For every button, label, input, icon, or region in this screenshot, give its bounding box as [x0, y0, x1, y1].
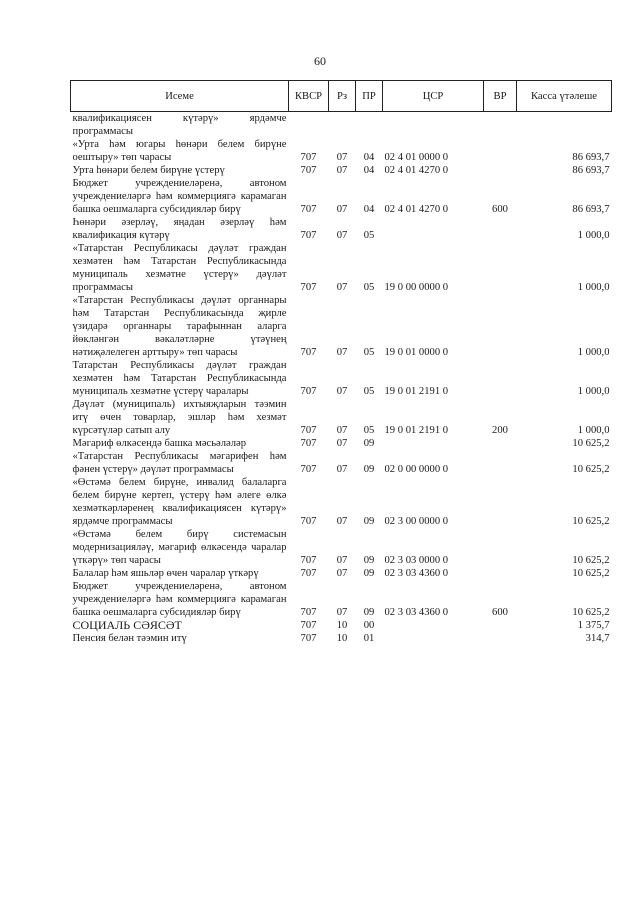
table-row — [71, 164, 612, 177]
header-pr: ПР — [356, 81, 383, 112]
row-pr: 09 — [363, 516, 375, 527]
row-kvsr — [289, 112, 329, 139]
table-row — [71, 437, 612, 450]
table-row — [71, 632, 612, 645]
table-row — [71, 580, 612, 619]
row-name: «Урта һәм югары һөнәри белем бирүне оештыру» төп чарасы — [72, 139, 287, 163]
row-name: Бюджет учреждениеләренә, автоном учреждениеләргә һәм коммерциягә карамаган башка оешмаларга субсидияләр бирү — [72, 581, 287, 618]
row-rz: 07 — [336, 165, 348, 176]
row-pr: 04 — [363, 165, 375, 176]
row-name: «Татарстан Республикасы дәүләт граждан хезмәтен һәм Татарстан Республикасында муниципаль хезмәтне үстерү» дәүләт программасы — [72, 243, 287, 293]
row-pr: 04 — [363, 204, 375, 215]
row-vr — [484, 528, 517, 567]
row-amount: 10 625,2 — [572, 607, 610, 618]
row-amount: 86 693,7 — [572, 204, 610, 215]
row-amount: 1 375,7 — [577, 620, 610, 631]
row-kvsr: 707 — [300, 464, 317, 475]
table-row — [71, 242, 612, 294]
row-amount: 1 000,0 — [577, 425, 610, 436]
row-csr — [383, 632, 484, 645]
row-name: Дәүләт (муниципаль) ихтыяҗларын тәэмин итү өчен товарлар, эшләр һәм хезмәт күрсәтүләр сатып алу — [72, 399, 287, 436]
header-vr: ВР — [484, 81, 517, 112]
row-name: «Татарстан Республикасы дәүләт органнары һәм Татарстан Республикасында җирле үзидарә органнары тарафыннан аларга йөкләнгән вәкаләтләрне үтәүнең нәтиҗәлелеген арттыру» төп чарасы — [72, 295, 287, 358]
row-pr: 09 — [363, 568, 375, 579]
table-row — [71, 567, 612, 580]
row-amount: 10 625,2 — [572, 516, 610, 527]
row-kvsr: 707 — [300, 555, 317, 566]
row-rz: 07 — [336, 425, 348, 436]
row-kvsr: 707 — [300, 152, 317, 163]
row-csr: 02 3 03 0000 0 — [384, 555, 449, 566]
row-amount: 1 000,0 — [577, 230, 610, 241]
table-row — [71, 398, 612, 437]
header-name: Исеме — [71, 81, 289, 112]
row-vr — [484, 450, 517, 476]
row-amount — [517, 112, 612, 139]
row-csr: 02 3 00 0000 0 — [384, 516, 449, 527]
row-amount: 1 000,0 — [577, 282, 610, 293]
row-kvsr: 707 — [300, 282, 317, 293]
row-rz: 07 — [336, 438, 348, 449]
row-vr — [484, 138, 517, 164]
row-csr: 02 4 01 4270 0 — [384, 165, 449, 176]
row-amount: 10 625,2 — [572, 438, 610, 449]
header-rz: Рз — [329, 81, 356, 112]
row-pr: 04 — [363, 152, 375, 163]
header-cash-execution: Касса үтәлеше — [517, 81, 612, 112]
row-csr: 02 3 03 4360 0 — [384, 607, 449, 618]
row-amount: 10 625,2 — [572, 555, 610, 566]
table-row — [71, 359, 612, 398]
row-amount: 314,7 — [585, 633, 610, 644]
row-kvsr: 707 — [300, 165, 317, 176]
row-pr: 09 — [363, 607, 375, 618]
row-vr: 600 — [492, 204, 508, 215]
row-kvsr: 707 — [300, 633, 317, 644]
row-rz: 10 — [336, 633, 348, 644]
row-vr — [484, 567, 517, 580]
table-row — [71, 528, 612, 567]
table-row — [71, 619, 612, 632]
row-vr — [484, 112, 517, 139]
row-csr: 02 4 01 4270 0 — [384, 204, 449, 215]
row-name: Балалар һәм яшьләр өчен чаралар үткәрү — [72, 568, 259, 579]
row-vr — [484, 437, 517, 450]
row-rz: 07 — [336, 516, 348, 527]
row-name: «Өстәмә белем бирүне, инвалид балаларга белем бирүне кертеп, үстерү һәм әлеге өлкә хезмәткәрләренең квалификациясен күтәрү» ярдәмче программасы — [72, 477, 287, 527]
row-pr: 05 — [363, 425, 375, 436]
row-pr: 09 — [363, 464, 375, 475]
row-name: Пенсия белән тәэмин итү — [72, 633, 187, 644]
row-csr — [383, 112, 484, 139]
row-pr: 05 — [363, 230, 375, 241]
row-pr: 09 — [363, 555, 375, 566]
row-kvsr: 707 — [300, 620, 317, 631]
header-kvsr: КВСР — [289, 81, 329, 112]
row-name: Урта һөнәри белем бирүне үстерү — [72, 165, 225, 176]
table-row — [71, 177, 612, 216]
row-csr — [383, 437, 484, 450]
row-name: Мәгариф өлкәсендә башка мәсьәләләр — [72, 438, 247, 449]
row-pr: 05 — [363, 347, 375, 358]
row-rz: 07 — [336, 347, 348, 358]
row-kvsr: 707 — [300, 386, 317, 397]
row-kvsr: 707 — [300, 347, 317, 358]
row-pr: 05 — [363, 282, 375, 293]
budget-table — [70, 80, 612, 645]
row-rz: 07 — [336, 568, 348, 579]
row-pr — [356, 112, 383, 139]
row-pr: 09 — [363, 438, 375, 449]
row-kvsr: 707 — [300, 607, 317, 618]
table-row — [71, 294, 612, 359]
row-rz: 07 — [336, 607, 348, 618]
table-row — [71, 216, 612, 242]
row-vr — [484, 359, 517, 398]
row-rz — [329, 112, 356, 139]
row-vr — [484, 476, 517, 528]
row-rz: 07 — [336, 230, 348, 241]
row-amount: 1 000,0 — [577, 386, 610, 397]
table-row — [71, 138, 612, 164]
row-amount: 10 625,2 — [572, 464, 610, 475]
row-name: квалификациясен күтәрү» ярдәмче программасы — [72, 113, 287, 137]
row-pr: 01 — [363, 633, 375, 644]
row-csr: 19 0 01 2191 0 — [384, 386, 449, 397]
row-name: Һөнәри әзерләү, яңадан әзерләү һәм квалификация күтәрү — [72, 217, 287, 241]
row-vr — [484, 294, 517, 359]
row-rz: 07 — [336, 204, 348, 215]
row-kvsr: 707 — [300, 568, 317, 579]
row-csr: 02 4 01 0000 0 — [384, 152, 449, 163]
row-csr — [383, 619, 484, 632]
row-rz: 07 — [336, 386, 348, 397]
page-number: 60 — [314, 54, 326, 68]
row-pr: 05 — [363, 386, 375, 397]
row-name: «Татарстан Республикасы мәгарифен һәм фәнен үстерү» дәүләт программасы — [72, 451, 287, 475]
row-name: Татарстан Республикасы дәүләт граждан хезмәтен һәм Татарстан Республикасында муниципаль хезмәтне үстерү чаралары — [72, 360, 287, 397]
row-name: «Өстәмә белем бирү системасын модернизацияләү, мәгариф өлкәсендә чаралар үткәрү» төп чарасы — [72, 529, 287, 566]
row-csr: 19 0 01 0000 0 — [384, 347, 449, 358]
row-rz: 07 — [336, 555, 348, 566]
row-rz: 07 — [336, 152, 348, 163]
row-vr — [484, 216, 517, 242]
row-csr: 02 3 03 4360 0 — [384, 568, 449, 579]
row-amount: 86 693,7 — [572, 152, 610, 163]
row-kvsr: 707 — [300, 516, 317, 527]
row-vr — [484, 242, 517, 294]
row-csr — [383, 216, 484, 242]
row-rz: 10 — [336, 620, 348, 631]
row-rz: 07 — [336, 464, 348, 475]
row-kvsr: 707 — [300, 230, 317, 241]
row-rz: 07 — [336, 282, 348, 293]
row-vr — [484, 164, 517, 177]
table-header-row — [71, 81, 612, 112]
row-kvsr: 707 — [300, 204, 317, 215]
row-csr: 19 0 01 2191 0 — [384, 425, 449, 436]
table-row — [71, 450, 612, 476]
row-amount: 1 000,0 — [577, 347, 610, 358]
header-csr: ЦСР — [383, 81, 484, 112]
row-name: Бюджет учреждениеләренә, автоном учреждениеләргә һәм коммерциягә карамаган башка оешмаларга субсидияләр бирү — [72, 178, 287, 215]
row-csr: 02 0 00 0000 0 — [384, 464, 449, 475]
row-name: СОЦИАЛЬ СӘЯСӘТ — [72, 618, 182, 632]
table-body — [71, 112, 612, 646]
row-pr: 00 — [363, 620, 375, 631]
row-amount: 86 693,7 — [572, 165, 610, 176]
row-vr — [484, 619, 517, 632]
row-vr: 200 — [492, 425, 508, 436]
row-amount: 10 625,2 — [572, 568, 610, 579]
row-kvsr: 707 — [300, 425, 317, 436]
row-vr: 600 — [492, 607, 508, 618]
table-row — [71, 112, 612, 139]
row-csr: 19 0 00 0000 0 — [384, 282, 449, 293]
table-row — [71, 476, 612, 528]
row-kvsr: 707 — [300, 438, 317, 449]
row-vr — [484, 632, 517, 645]
